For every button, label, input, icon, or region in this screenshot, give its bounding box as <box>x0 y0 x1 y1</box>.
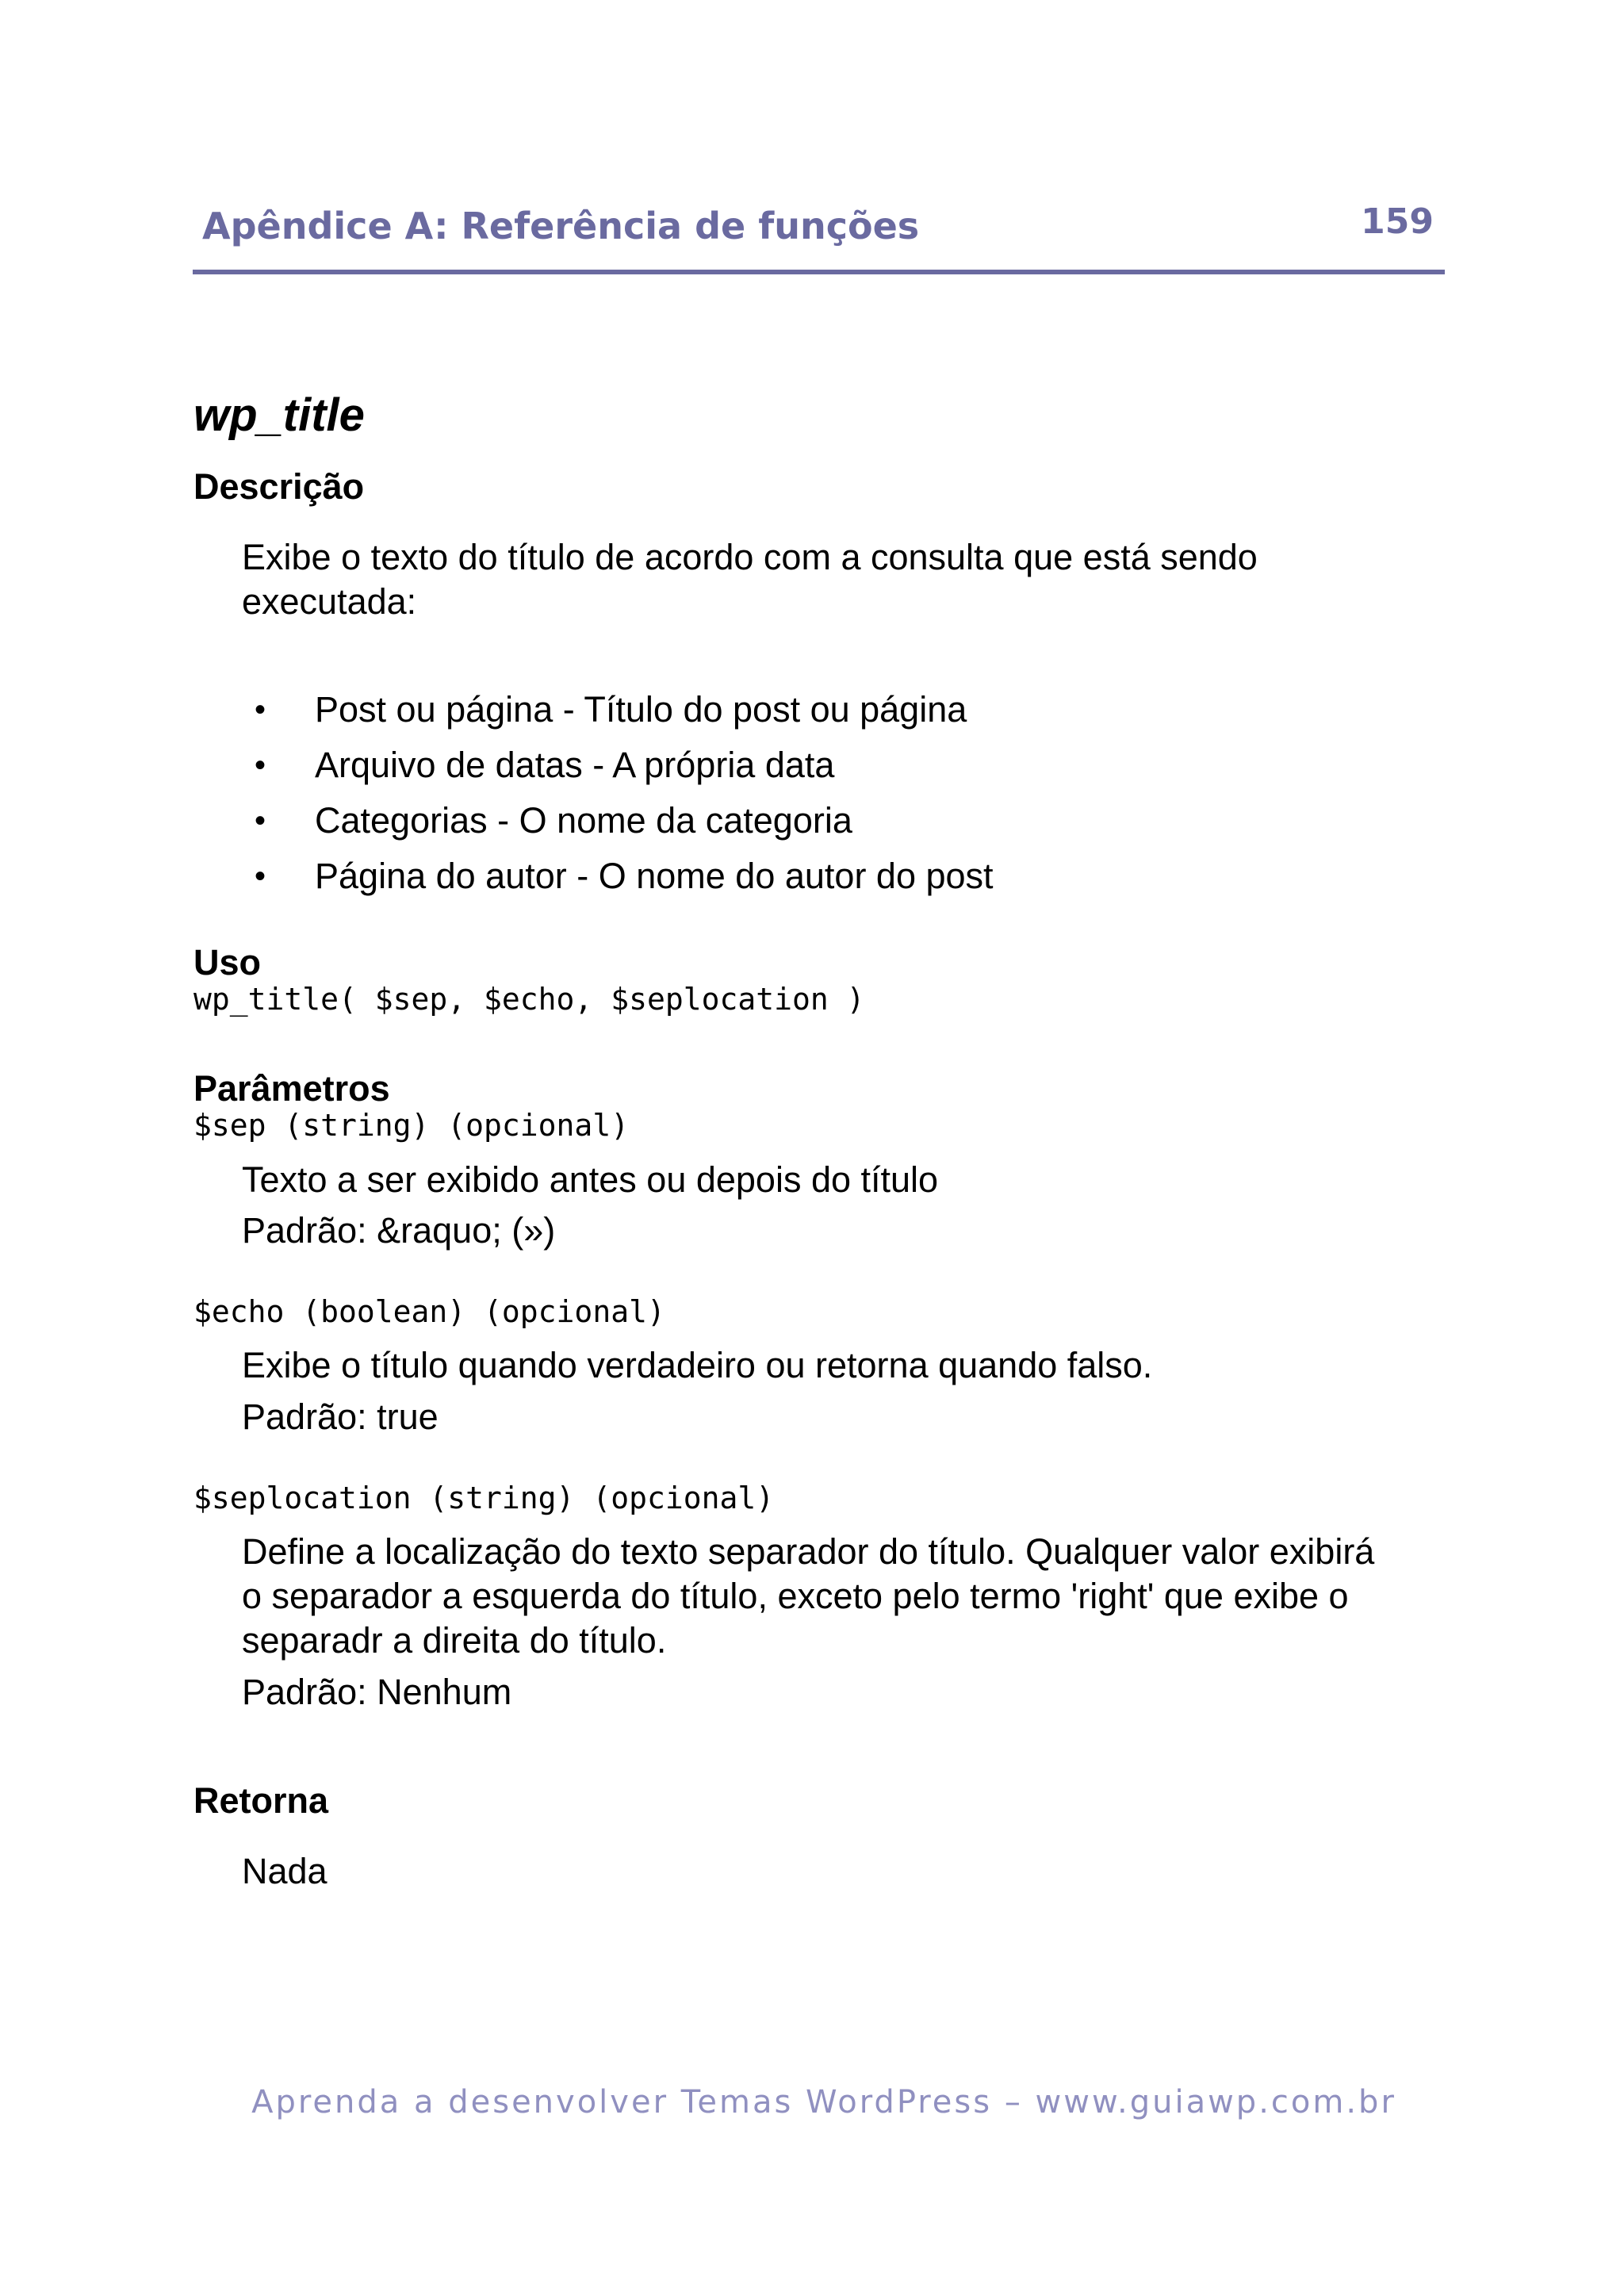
parameters-heading: Parâmetros <box>193 1068 390 1109</box>
param-description-seplocation-line-3: separadr a direita do título. <box>242 1620 667 1661</box>
description-heading: Descrição <box>193 466 365 507</box>
list-item-text: Arquivo de datas - A própria data <box>315 745 835 785</box>
list-item-text: Post ou página - Título do post ou página <box>315 689 967 730</box>
param-default-seplocation: Padrão: Nenhum <box>242 1672 512 1712</box>
page-footer: Aprenda a desenvolver Temas WordPress – www.guiawp.com.br <box>251 2084 1396 2121</box>
bullet-icon: • <box>255 692 266 727</box>
description-list <box>242 682 994 904</box>
list-item <box>242 737 994 793</box>
param-description-echo: Exibe o título quando verdadeiro ou retorna quando falso. <box>242 1345 1153 1385</box>
param-signature-echo: $echo (boolean) (opcional) <box>193 1294 665 1329</box>
bullet-icon: • <box>255 748 266 783</box>
param-description-seplocation-line-1: Define a localização do texto separador do título. Qualquer valor exibirá <box>242 1531 1375 1572</box>
param-default-sep: Padrão: &raquo; (») <box>242 1210 556 1251</box>
usage-code: wp_title( $sep, $echo, $seplocation ) <box>193 982 865 1017</box>
chapter-title: Apêndice A: Referência de funções <box>202 205 920 247</box>
returns-value: Nada <box>242 1851 327 1891</box>
usage-heading: Uso <box>193 942 262 983</box>
bullet-icon: • <box>255 803 266 838</box>
function-name: wp_title <box>193 389 365 441</box>
param-description-sep: Texto a ser exibido antes ou depois do título <box>242 1159 939 1200</box>
param-signature-seplocation: $seplocation (string) (opcional) <box>193 1481 775 1515</box>
list-item <box>242 793 994 849</box>
list-item <box>242 682 994 737</box>
list-item <box>242 849 994 904</box>
returns-heading: Retorna <box>193 1780 329 1821</box>
page-header <box>193 198 1445 278</box>
param-default-echo: Padrão: true <box>242 1396 439 1437</box>
list-item-text: Página do autor - O nome do autor do post <box>315 856 994 896</box>
bullet-icon: • <box>255 859 266 894</box>
param-description-seplocation-line-2: o separador a esquerda do título, exceto pelo termo 'right' que exibe o <box>242 1576 1349 1616</box>
description-text-line-1: Exibe o texto do título de acordo com a consulta que está sendo <box>242 537 1258 577</box>
param-signature-sep: $sep (string) (opcional) <box>193 1108 630 1143</box>
list-item-text: Categorias - O nome da categoria <box>315 800 852 841</box>
header-divider <box>193 270 1445 274</box>
page-number: 159 <box>1361 201 1434 242</box>
description-text-line-2: executada: <box>242 581 417 622</box>
